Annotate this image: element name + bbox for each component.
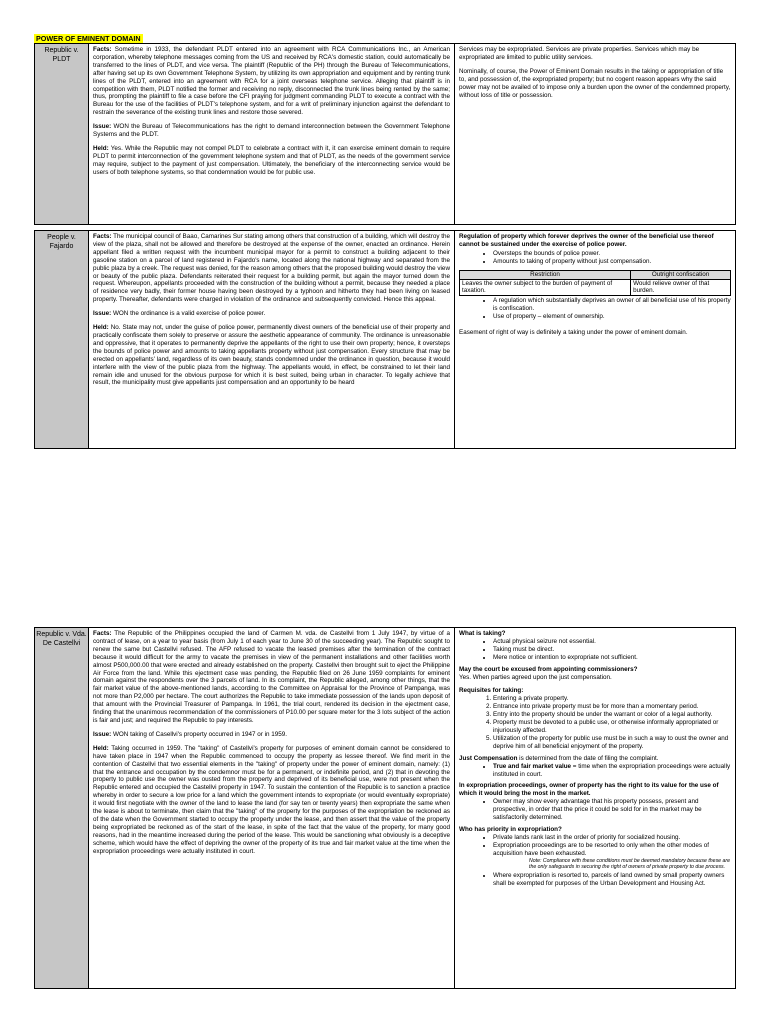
list-item: • Where expropriation is resorted to, parcels of land owned by small property owners shall be exempted for purposes of the Urban Development and Housing Act. (493, 872, 731, 888)
list-item: • Use of property – element of ownership. (493, 313, 731, 321)
facts-paragraph: Facts: The municipal council of Baao, Camarines Sur stating among others that construction of a building, which will destroy the view of the plaza, shall not be allowed and therefore be destroyed at the expense of the owner, enacted an ordinance. Herein appellant filed a written request with the incumbent municipal mayor for a permit to construct a building adjacent to their gasoline station on a parcel of land registered in Fajardo's name, located along the national highway and separated from the public plaza by a creek. The request was denied, for the reason among others that the proposed building would destroy the view or beauty of the public plaza. Defendants reiterated their request for a building permit, but again the mayor turned down the request. Whereupon, appellants proceeded with the construction of the building without a permit, because they needed a place of residence very badly, their former house having been destroyed by a typhoon and hitherto they had been living on leased property. Thereafter, defendants were charged in violation of the ordinance and subsequently convicted. Hence this appeal. (93, 233, 450, 304)
section-heading: POWER OF EMINENT DOMAIN (36, 34, 141, 43)
note-paragraph: Easement of right of way is definitely a taking under the power of eminent domain. (459, 329, 688, 337)
list-item: 1. Entering a private property. (493, 695, 731, 703)
table-cell: Would relieve owner of that burden. (631, 279, 731, 296)
list-item: • Amounts to taking of property without just compensation. (493, 258, 731, 266)
table-header: Restriction (460, 270, 631, 279)
list-item: • Taking must be direct. (493, 646, 731, 654)
bullet-list (459, 250, 731, 266)
list-item: • Owner may show every advantage that his property possess, present and prospective, in order that the price it could be sold for in the market may be satisfactorily determined. (493, 798, 731, 822)
held-paragraph: Held: No. State may not, under the guise of police power, permanently divest owners of the beneficial use of their property and practically confiscate them solely to preserve or assure the aesthetic appearance of community. The ordinance is unreasonable and oppressive, that it operates to permanently deprive the appellants of the right to use their own property; hence, it oversteps the bounds of police power and amounts to taking appellants property without just compensation. Every structure that may be erected on appellants' land, regardless of its own beauty, stands condemned under the ordinance in question, because it would interfere with the view of the public plaza from the highway. The appellants would, in effect, be constrained to let their land remain idle and unused for the obvious purpose for which it is best suited, being urban in character. To legally achieve that result, the municipality must give appellants just compensation and an opportunity to be heard (93, 324, 450, 387)
rule-heading: Regulation of property which forever deprives the owner of the beneficial use thereof cannot be sustained under the exercise of police power. (459, 233, 714, 248)
case-notes-cell (455, 231, 735, 448)
table-header: Outright confiscation (631, 270, 731, 279)
list-item: • A regulation which substantially deprives an owner of all beneficial use of his property is confiscation. (493, 297, 731, 313)
list-item: • True and fair market value = time when the expropriation proceedings were actually instituted in court. (493, 763, 731, 779)
comparison-table (459, 270, 731, 297)
case-digest-cell (89, 44, 455, 224)
list-item: • Actual physical seizure not essential. (493, 638, 731, 646)
case-table-castellvi (34, 627, 736, 989)
subheading: What is taking? (459, 630, 506, 637)
list-item: • Expropriation proceedings are to be resorted to only when the other modes of acquisition have been exhausted. (493, 842, 731, 858)
note-paragraph: Nominally, of course, the Power of Eminent Domain results in the taking or appropriation of title to, and possession of, the expropriated property; but no cogent reason appears why the said power may not be availed of to impose only a burden upon the owner of the condemned property, without loss of title or possession. (459, 67, 731, 99)
list-item: • Mere notice or intention to expropriate not sufficient. (493, 654, 731, 662)
case-name-cell: Republic v. PLDT (35, 44, 89, 224)
facts-paragraph: Facts: Sometime in 1933, the defendant PLDT entered into an agreement with RCA Communications Inc., an American corporation, whereby telephone messages coming from the US and received by RCA's domestic station, could automatically be transferred to the lines of PLDT, and vice versa. The plaintiff (Republic of the PH) through the Bureau of Telecommunications, after having set up its own Government Telephone System, by utilizing its own appropriation and equipment and by renting trunk lines of the PLDT, entered into an agreement with RCA for a joint overseas telephone service. Alleging that plaintiff is in competition with them, PLDT notified the former and receiving no reply, disconnected the trunk lines being rented by the same; thus, prompting the plaintiff to file a case before the CFI praying for judgment commanding PLDT to execute a contract with the Bureau for the use of the facilities of PLDT's telephone system, and for a writ of preliminary injunction against the defendant to restrain the severance of the existing trunk lines and restore those severed. (93, 46, 450, 117)
bullet-list (459, 638, 731, 662)
case-name-cell: People v. Fajardo (35, 231, 89, 448)
list-item: 2. Entrance into private property must be for more than a momentary period. (493, 703, 731, 711)
case-digest-cell (89, 628, 455, 988)
case-name-cell: Republic v. Vda. De Castellvi (35, 628, 89, 988)
numbered-list (459, 695, 731, 750)
facts-paragraph: Facts: The Republic of the Philippines occupied the land of Carmen M. vda. de Castellvi from 1 July 1947, by virtue of a contract of lease, on a year to year basis (from July 1 of each year to June 30 of the succeeding year). The Republic sought to renew the same but Castellvi refused. The AFP refused to vacate the leased premises after the termination of the contract because it would difficult for the army to vacate the premises in view of the permanent installations and other facilities worth almost P500,000.00 that were erected and already established on the property. Castellvi then brought suit to eject the Philippine Air Force from the land. While this ejectment case was pending, the Republic filed on 26 June 1959 complaints for eminent domain against the respondents over the 3 parcels of land. In its complaint, the Republic alleged, among other things, that the fair market value of the above-mentioned lands, according to the Committee on Appraisal for the Province of Pampanga, was not more than P2,000 per hectare. The court authorizes the Republic to take immediate possession of the lands upon deposit of that amount with the Provincial Treasurer of Pampanga. In 1961, the trial court, rendered its decision in the ejectment case, finding that the unanimous recommendation of the commissioners of P10.00 per square meter for the 3 lots subject of the action is fair and just; and required the Republic to pay interests. (93, 630, 450, 724)
held-paragraph: Held: Yes. While the Republic may not compel PLDT to celebrate a contract with it, it can exercise eminent domain to require PLDT to permit interconnection of the government telephone system and that of PLDT, as the needs of the government service may require, subject to the payment of just compensation. Ultimately, the beneficiary of the interconnecting service would be users of both telephone systems, so that condemnation would be for public use. (93, 144, 450, 176)
held-paragraph: Held: Taking occurred in 1959. The "taking" of Castellvi's property for purposes of eminent domain cannot be considered to have taken place in 1947 when the Republic commenced to occupy the property as lessee thereof. We find merit in the contention of Castellvi that two essential elements in the "taking" of property under the power of eminent domain, namely: (1) that the entrance and occupation by the condemnor must be for a permanent, or indefinite period, and (2) that in devoting the property to public use the owner was ousted from the property and deprived of its beneficial use, were not present when the Republic entered and occupied the Castellvi property in 1947. To sustain the contention of the Republic is to sanction a practice whereby in order to secure a low price for a land which the government intends to expropriate (or would eventually expropriate) it would first negotiate with the owner of the land to lease the land (for say ten or twenty years) then expropriate the same when the lease is about to terminate, then claim that the "taking" of the property for the purposes of the expropriation be reckoned as of the date when the Government started to occupy the property under the lease, and then assert that the value of the property being expropriated be reckoned as of the start of the lease, in spite of the fact that the value of the property, for many good reasons, had in the meantime increased during the period of the lease. This would be sanctioning what obviously is a deceptive scheme, which would have the effect of depriving the owner of the property of its true and fair market value at the time when the expropriation proceedings were actually instituted in court. (93, 744, 450, 855)
bullet-list (459, 297, 731, 321)
issue-paragraph: Issue: WON the ordinance is a valid exercise of police power. (93, 310, 266, 318)
issue-paragraph: Issue: WON taking of Casellvi's property occurred in 1947 or in 1959. (93, 730, 288, 738)
bullet-list (459, 872, 731, 888)
list-item: 5. Utilization of the property for public use must be in such a way to oust the owner and deprive him of all beneficial enjoyment of the property. (493, 735, 731, 751)
case-notes-cell (455, 44, 735, 224)
note-paragraph: Just Compensation is determined from the date of filing the complaint. (459, 754, 659, 762)
table-cell: Leaves the owner subject to the burden of payment of taxation. (460, 279, 631, 296)
note-paragraph: Services may be expropriated. Services are private properties. Services which may be expropriated are limited to public utility services. (459, 46, 700, 61)
note-paragraph: Yes. When parties agreed upon the just compensation. (459, 673, 612, 681)
italic-note: Note: Compliance with these conditions must be deemed mandatory because these are the only safeguards in securing the right of owners of private property to due process. (529, 857, 730, 870)
subheading: Requisites for taking: (459, 687, 524, 695)
case-digest-cell (89, 231, 455, 448)
list-item: 4. Property must be devoted to a public use, or otherwise informally appropriated or injuriously affected. (493, 719, 731, 735)
case-table-pldt (34, 43, 736, 225)
bullet-list (459, 834, 731, 858)
bullet-list (459, 763, 731, 779)
subheading: Who has priority in expropriation? (459, 825, 562, 833)
list-item: • Private lands rank last in the order of priority for socialized housing. (493, 834, 731, 842)
issue-paragraph: Issue: WON the Bureau of Telecommunications has the right to demand interconnection between the Government Telephone Systems and the PLDT. (93, 123, 450, 139)
case-table-fajardo (34, 230, 736, 449)
case-notes-cell (455, 628, 735, 988)
subheading: In expropriation proceedings, owner of property has the right to its value for the use of which it would bring the most in the market. (459, 782, 719, 798)
bullet-list (459, 798, 731, 822)
list-item: • Oversteps the bounds of police power. (493, 250, 731, 258)
list-item: 3. Entry into the property should be under the warrant or color of a legal authority. (493, 711, 731, 719)
subheading: May the court be excused from appointing commissioners? (459, 665, 638, 673)
